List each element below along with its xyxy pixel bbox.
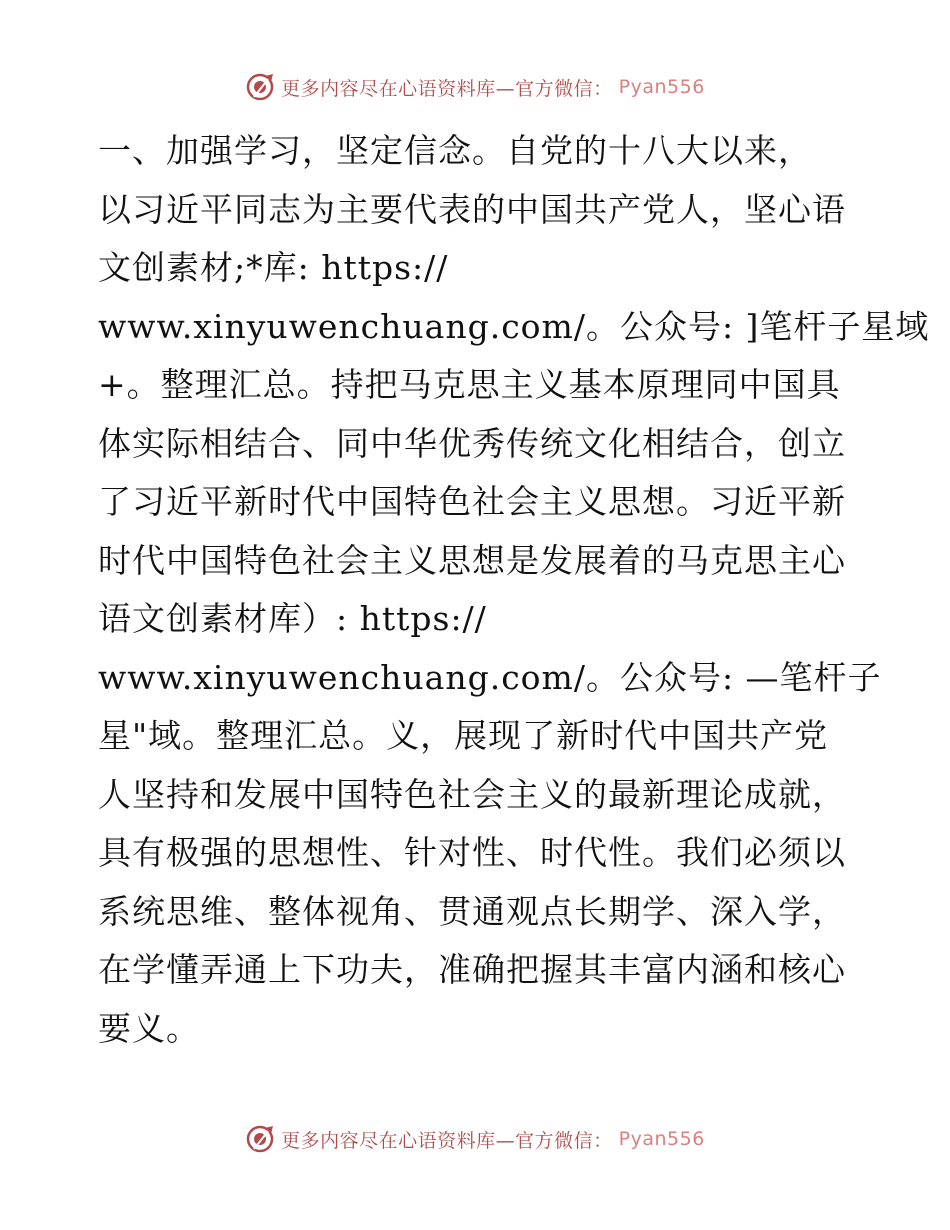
- text-line: 文创素材;*库: https://: [98, 248, 449, 287]
- watermark-text: 更多内容尽在心语资料库—官方微信：: [281, 77, 613, 100]
- text-line: 具有极强的思想性、针对性、时代性。我们必须以: [98, 833, 846, 872]
- document-paragraph: [98, 122, 930, 1058]
- text-line: 在学懂弄通上下功夫，准确把握其丰富内涵和核心: [98, 950, 846, 989]
- footer-watermark: [0, 1124, 950, 1154]
- watermark-wechat-id: Pyan556: [618, 1128, 705, 1150]
- watermark-wechat-id: Pyan556: [618, 76, 705, 98]
- text-line: 了习近平新时代中国特色社会主义思想。习近平新: [98, 482, 846, 521]
- quill-logo-icon: [245, 1124, 275, 1154]
- text-line: +。整理汇总。持把马克思主义基本原理同中国具: [98, 365, 841, 404]
- text-line: www.xinyuwenchuang.com/。公众号: —笔杆子: [98, 657, 882, 697]
- text-line: 以习近平同志为主要代表的中国共产党人，坚心语: [98, 189, 846, 229]
- text-line: 时代中国特色社会主义思想是发展着的马克思主心: [98, 540, 846, 580]
- header-watermark: [0, 72, 950, 102]
- text-line: 体实际相结合、同中华优秀传统文化相结合，创立: [98, 423, 846, 463]
- text-line: 系统思维、整体视角、贯通观点长期学、深入学，: [98, 891, 846, 931]
- text-line: 人坚持和发展中国特色社会主义的最新理论成就，: [98, 774, 846, 814]
- text-line: 语文创素材库）: https://: [98, 599, 487, 638]
- text-line: 要义。: [98, 1008, 200, 1048]
- text-line: 星"域。整理汇总。义，展现了新时代中国共产党: [98, 716, 829, 755]
- text-line: 一、加强学习，坚定信念。自党的十八大以来，: [98, 131, 812, 170]
- watermark-text: 更多内容尽在心语资料库—官方微信：: [281, 1129, 613, 1152]
- text-line: www.xinyuwenchuang.com/。公众号: ]笔杆子星域: [98, 306, 930, 346]
- quill-logo-icon: [245, 72, 275, 102]
